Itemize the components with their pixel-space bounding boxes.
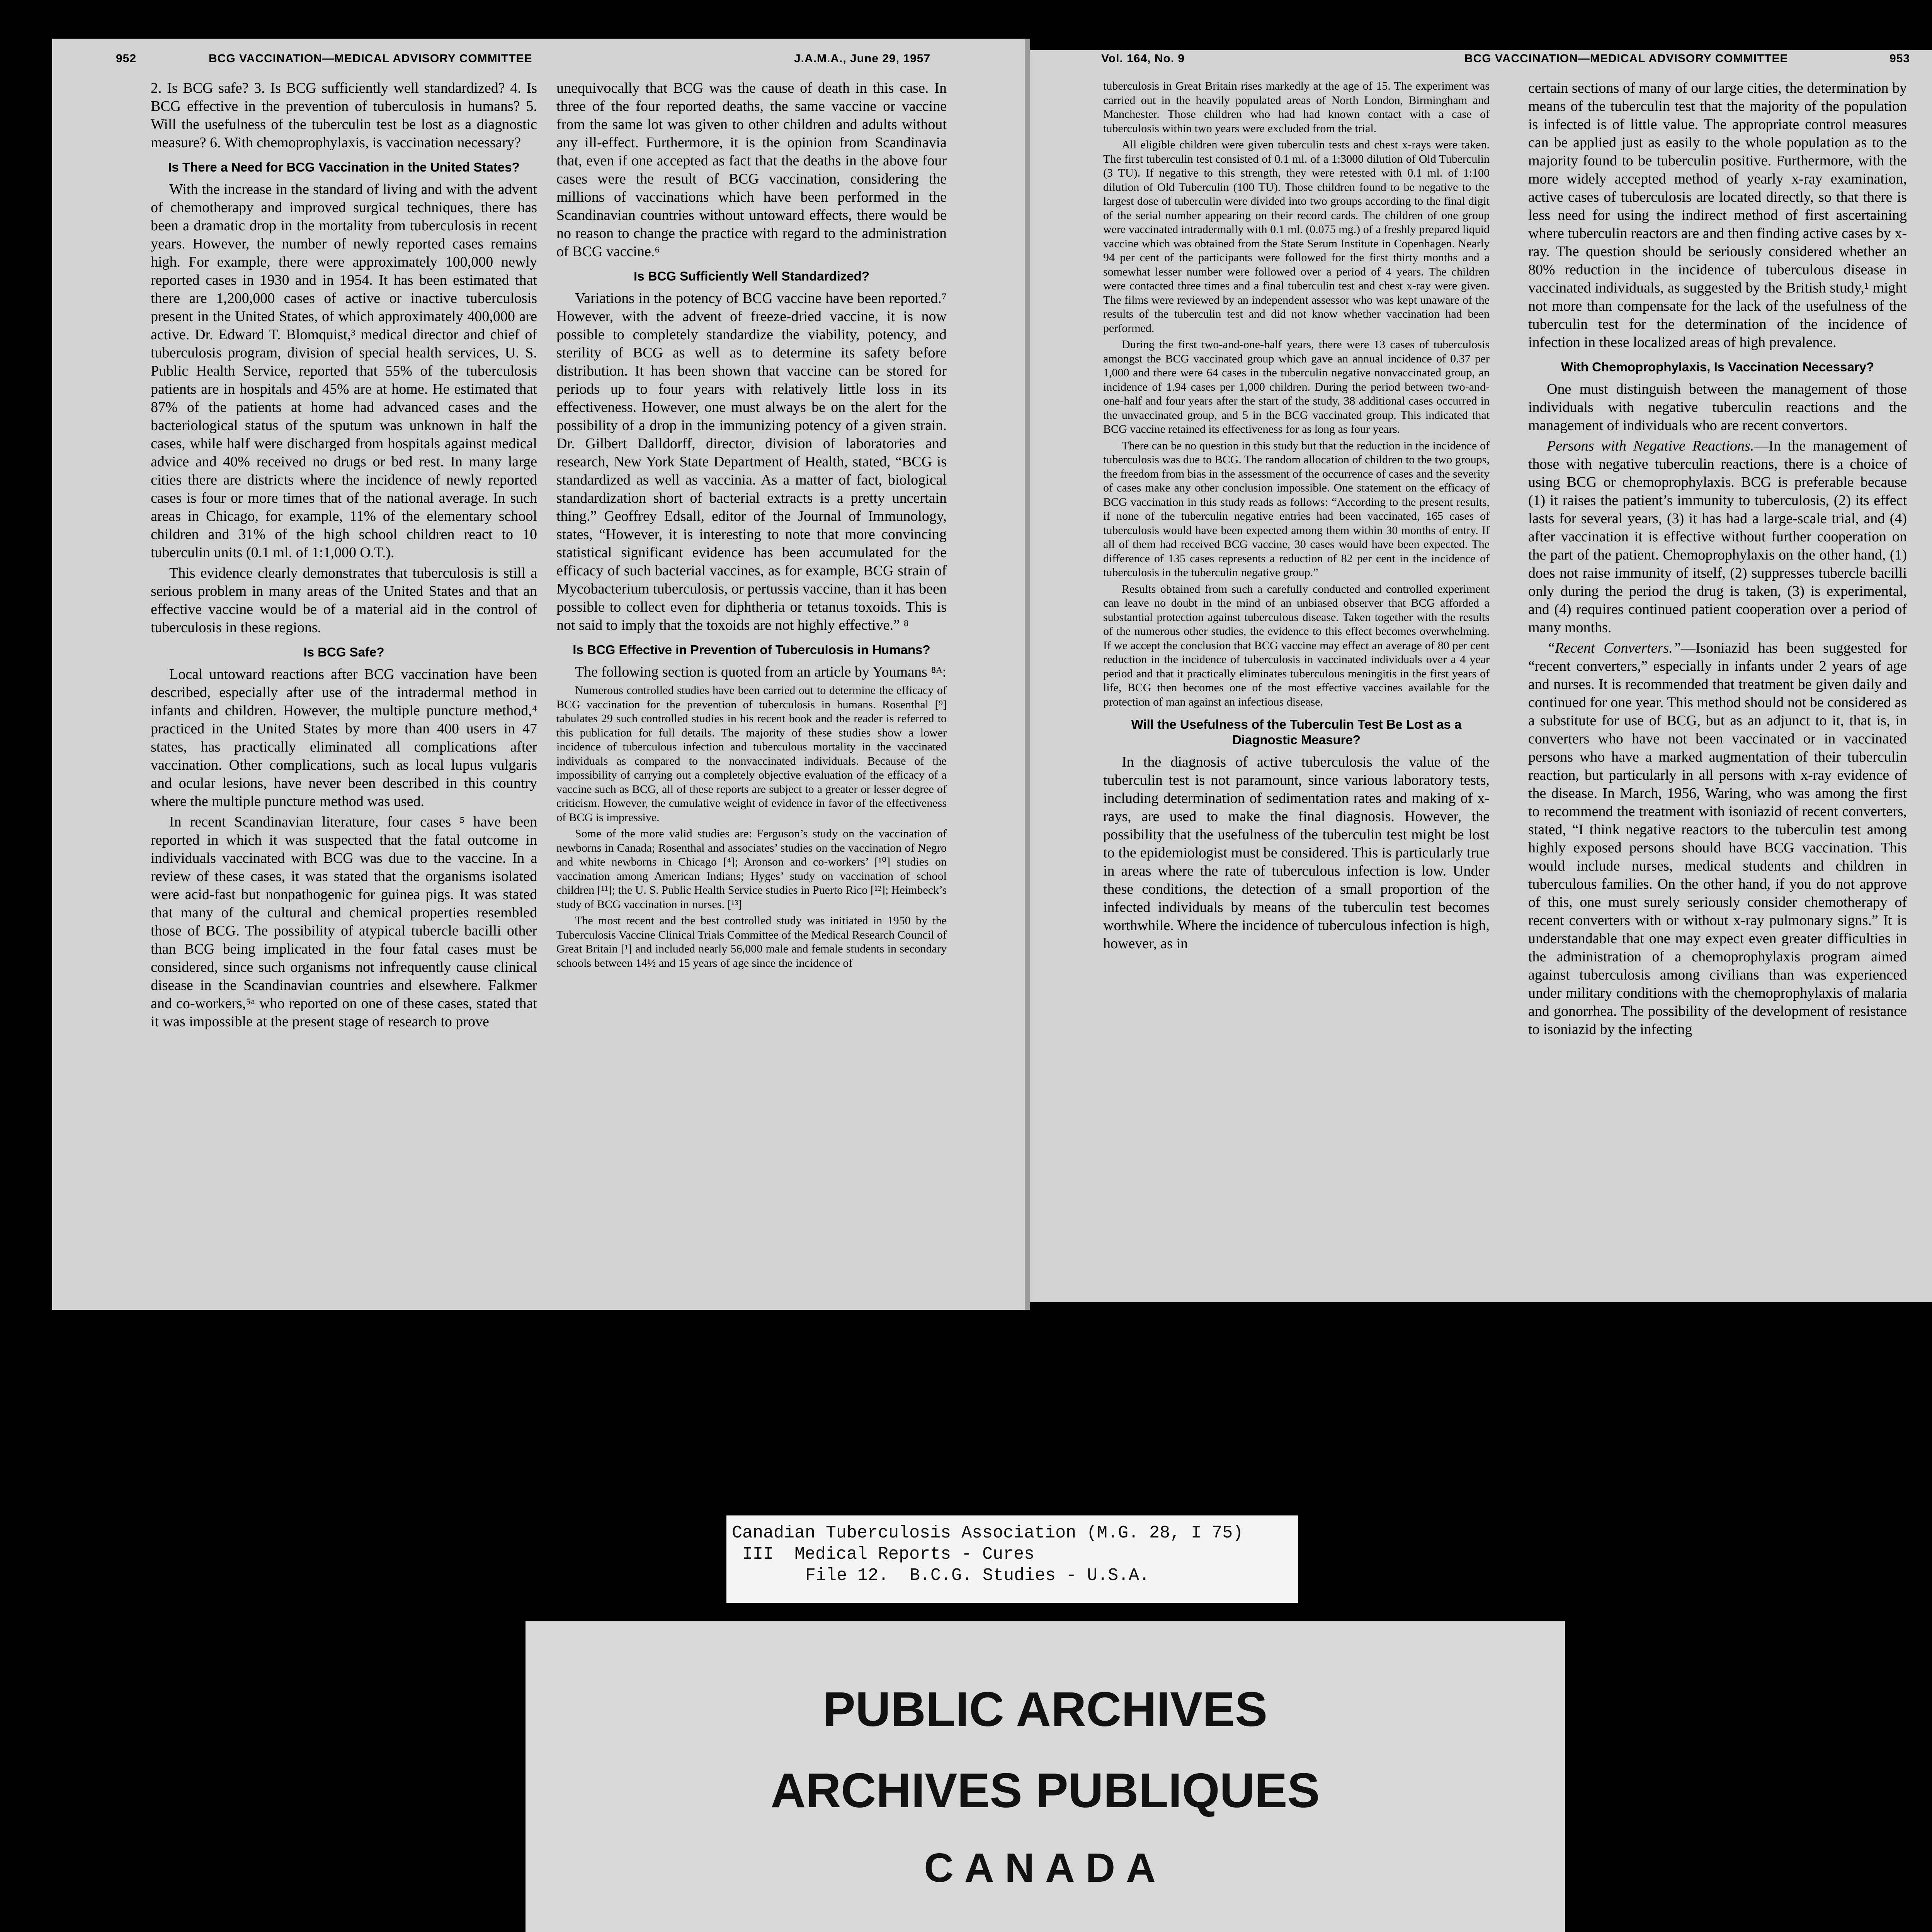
public-archives-stamp xyxy=(526,1621,1565,1932)
stamp-line-3: CANADA xyxy=(924,1845,1167,1891)
quote-paragraph: All eligible children were given tuberculin tests and chest x-rays were taken. The first tuberculin test consisted of 0.1 ml. of a 1:3000 dilution of Old Tuberculin (3 TU). If negative to this strength, they were retested with 0.1 ml. of 1:100 dilution of Old Tuberculin (100 TU). Those children found to be negative to the largest dose of tuberculin were divided into two groups according to the final digit of the serial number appearing on their record cards. The children of one group were vaccinated intradermally with 0.1 ml. (0.075 mg.) of a freshly prepared liquid vaccine which was obtained from the State Serum Institute in Copenhagen. Nearly 94 per cent of the participants were followed for the first thirty months and a somewhat lesser number were followed over a period of 4 years. The children were contacted three times and a final tuberculin test and chest x-ray were given. The films were reviewed by an independent assessor who was kept unaware of the results of the tuberculin test and did not know whether vaccination had been performed. xyxy=(1103,138,1490,335)
heading-need-for-bcg: Is There a Need for BCG Vaccination in the United States? xyxy=(168,160,520,174)
label-line-2: III Medical Reports - Cures xyxy=(742,1544,1035,1564)
archive-file-label xyxy=(726,1515,1298,1603)
left-running-title: BCG VACCINATION—MEDICAL ADVISORY COMMITTEE xyxy=(209,52,532,65)
paragraph: This evidence clearly demonstrates that tuberculosis is still a serious problem in many areas of the United States and that an effective vaccine would be of a material aid in the control of tuberculosis in these regions. xyxy=(151,565,537,636)
page-gutter xyxy=(1025,39,1030,1310)
paragraph: Local untoward reactions after BCG vaccination have been described, especially after use of the intradermal method in infants and children. However, the multiple puncture method,⁴ practiced in the United States by more than 400 users in 47 states, has practically eliminated all complications after vaccination. Other complications, such as local lupus vulgaris and ocular lesions, have never been described in this country where the multiple puncture method was used. xyxy=(151,666,537,810)
right-volume: Vol. 164, No. 9 xyxy=(1101,52,1185,65)
quote-paragraph: There can be no question in this study but that the reduction in the incidence of tuberculosis was due to BCG. The random allocation of children to the two groups, the freedom from bias in the assessment of the occurrence of cases and the severity of cases make any other conclusion impossible. One statement on the efficacy of BCG vaccination in this study reads as follows: “According to the present results, if none of the tuberculin negative entries had been vaccinated, 165 cases of tuberculosis would have been expected among them within 30 months of entry. If all of them had received BCG vaccine, 30 cases would have been expected. The difference of 135 cases represents a reduction of 82 per cent in the incidence of tuberculosis in the tuberculin negative group.” xyxy=(1103,439,1490,579)
paragraph-recent-converters: “Recent Converters.”—Isoniazid has been suggested for “recent converters,” especially in infants under 2 years of age and nurses. It is recommended that treatment be given daily and continued for one year. This method should not be considered as a substitute for use of BCG, but as an adjunct to it, that is, in converters who have not been vaccinated or in vaccinated persons who have a marked augmentation of their tuberculin reaction, but particularly in all persons with x-ray evidence of the disease. In March, 1956, Waring, who was among the first to recommend the treatment with isoniazid of recent converters, stated, “I think negative reactors to the tuberculin test among highly exposed persons should have BCG vaccination. This would include nurses, medical students and children in tuberculous families. On the other hand, if you do not approve of this, one must surely seriously consider chemotherapy of recent converters with or without x-ray pulmonary signs.” It is understandable that one may expect even greater difficulties in the administration of a chemoprophylaxis program aimed against tuberculosis among civilians than was experienced under military conditions with the chemoprophylaxis of malaria and gonorrhea. The possibility of the development of resistance to isoniazid by the infecting xyxy=(1528,640,1907,1037)
paragraph: In the diagnosis of active tuberculosis the value of the tuberculin test is not paramount, since various laboratory tests, including determination of sedimentation rates and making of x-rays, are used to make the final diagnosis. However, the possibility that the usefulness of the tuberculin test might be lost to the epidemiologist must be considered. This is particularly true in areas where the rate of tuberculous infection is low. Under these conditions, the detection of a small proportion of the infected individuals by means of the tuberculin test becomes worthwhile. Where the incidence of tuberculous infection is high, however, as in xyxy=(1103,754,1490,952)
left-column-2 xyxy=(556,79,947,1265)
paragraph: With the increase in the standard of living and with the advent of chemotherapy and improved surgical techniques, there has been a dramatic drop in the mortality from tuberculosis in recent years. However, the number of newly reported cases remains high. For example, there were approximately 100,000 newly reported cases in 1930 and in 1954. It has been estimated that there are 1,200,000 cases of active or inactive tuberculosis present in the United States, of which approximately 400,000 are active. Dr. Edward T. Blomquist,³ medical director and chief of tuberculosis program, division of special health services, U. S. Public Health Service, reported that 55% of the tuberculosis patients are in hospitals and 45% are at home. He estimated that 87% of the patients at home had advanced cases and the bacteriological status of the sputum was unknown in half the cases, while half were discharged from hospitals against medical advice and 40% received no drugs or bed rest. In many large cities there are districts where the incidence of newly reported cases is four or more times that of the national average. In such areas in Chicago, for example, 11% of the elementary school children and 31% of the high school children react to 10 tuberculin units (0.1 ml. of 1:1,000 O.T.). xyxy=(151,181,537,561)
heading-effective: Is BCG Effective in Prevention of Tuberculosis in Humans? xyxy=(573,643,930,657)
stamp-line-2: ARCHIVES PUBLIQUES xyxy=(770,1763,1320,1818)
paragraph: Variations in the potency of BCG vaccine have been reported.⁷ However, with the advent of freeze-dried vaccine, it is now possible to completely standardize the viability, potency, and sterility of BCG as well as to determine its safety before distribution. It has been shown that vaccine can be stored for periods up to four years with relatively little loss in its effectiveness. However, one must always be on the alert for the possibility of a drop in the immunizing potency of a given strain. Dr. Gilbert Dalldorff, director, division of laboratories and research, New York State Department of Health, stated, “BCG is standardized as well as vaccinia. As a matter of fact, biological standardization short of bacterial extracts is a pretty uncertain thing.” Geoffrey Edsall, editor of the Journal of Immunology, states, “However, it is interesting to note that more convincing statistical significant evidence has been accumulated for the efficacy of such bacterial vaccines, as for example, BCG strain of Mycobacterium tuberculosis, or pertussis vaccine, than it has been possible to collect even for diphtheria or tetanus toxoids. This is not said to imply that the toxoids are not highly effective.” ⁸ xyxy=(556,290,947,633)
left-journal-date: J.A.M.A., June 29, 1957 xyxy=(794,52,931,65)
quote-paragraph: tuberculosis in Great Britain rises markedly at the age of 15. The experiment was carried out in the heavily populated areas of North London, Birmingham and Manchester. Those children who had had known contact with a case of tuberculosis within two years were excluded from the trial. xyxy=(1103,80,1490,135)
heading-tuberculin-test: Will the Usefulness of the Tuberculin Test Be Lost as a Diagnostic Measure? xyxy=(1131,717,1462,747)
heading-bcg-safe: Is BCG Safe? xyxy=(303,645,384,659)
quote-paragraph: The most recent and the best controlled study was initiated in 1950 by the Tuberculosis Vaccine Clinical Trials Committee of the Medical Research Council of Great Britain [¹] and included nearly 56,000 male and female students in secondary schools between 14½ and 15 years of age since the incidence of xyxy=(556,914,947,969)
paragraph: unequivocally that BCG was the cause of death in this case. In three of the four reported deaths, the same vaccine or vaccine from the same lot was given to other children and adults without any ill-effect. Furthermore, it is the opinion from Scandinavia that, even if one accepted as fact that the deaths in the above four cases were the result of BCG vaccination, considering the millions of vaccinations which have been performed in the Scandinavian countries without untoward effects, there would be no reason to change the practice with regard to the administration of BCG vaccine.⁶ xyxy=(556,80,947,260)
right-column-1 xyxy=(1103,79,1490,1265)
left-page-number: 952 xyxy=(116,52,137,65)
right-page-number: 953 xyxy=(1889,52,1910,65)
quote-paragraph: Results obtained from such a carefully conducted and controlled experiment can leave no doubt in the mind of an unbiased observer that BCG afforded a substantial protection against tuberculous disease. Taken together with the results of the numerous other studies, the evidence to this effect becomes overwhelming. If we accept the conclusion that BCG vaccine may effect an average of 80 per cent reduction in the incidence of tuberculosis in vaccinated individuals over a 4 year period and that it practically eliminates tuberculous meningitis in the first years of life, BCG then becomes one of the most effective vaccines available for the protection of man against an infectious disease. xyxy=(1103,582,1490,708)
right-column-2 xyxy=(1528,79,1907,1265)
right-running-title: BCG VACCINATION—MEDICAL ADVISORY COMMITTEE xyxy=(1464,52,1788,65)
paragraph: One must distinguish between the management of those individuals with negative tuberculin reactions and the management of individuals who are recent convertors. xyxy=(1528,381,1907,434)
label-line-3: File 12. B.C.G. Studies - U.S.A. xyxy=(805,1566,1150,1585)
label-line-1: Canadian Tuberculosis Association (M.G. 28, I 75) xyxy=(732,1523,1243,1543)
heading-chemoprophylaxis: With Chemoprophylaxis, Is Vaccination Necessary? xyxy=(1561,360,1874,374)
subhead-recent-converters: “Recent Converters.” xyxy=(1547,640,1681,656)
paragraph: In recent Scandinavian literature, four cases ⁵ have been reported in which it was suspected that the fatal outcome in individuals vaccinated with BCG was due to the vaccine. In a review of these cases, it was stated that the organisms isolated were acid-fast but nonpathogenic for guinea pigs. It was stated that many of the cultural and chemical properties resembled those of BCG. The possibility of atypical tubercle bacilli other than BCG being implicated in the four fatal cases must be considered, since such organisms not infrequently cause clinical disease in the Scandinavian countries and elsewhere. Falkmer and co-workers,⁵ᵃ who reported on one of these cases, stated that it was impossible at the present stage of research to prove xyxy=(151,814,537,1030)
left-column-1 xyxy=(151,79,537,1265)
quote-paragraph: During the first two-and-one-half years, there were 13 cases of tuberculosis amongst the BCG vaccinated group which gave an annual incidence of 0.37 per 1,000 and there were 64 cases in the tuberculin negative nonvaccinated group, an incidence of 1.94 cases per 1,000 children. During the period between two-and-one-half and four years after the start of the study, 38 additional cases occurred in the unvaccinated group, and 5 in the BCG vaccinated group. This indicated that BCG vaccine retained its effectiveness for as long as four years. xyxy=(1103,338,1490,435)
subhead-negative-reactions: Persons with Negative Reactions. xyxy=(1547,438,1754,454)
heading-standardized: Is BCG Sufficiently Well Standardized? xyxy=(634,269,869,283)
stamp-line-1: PUBLIC ARCHIVES xyxy=(823,1682,1268,1736)
quote-paragraph: Some of the more valid studies are: Ferguson’s study on the vaccination of newborns in Canada; Rosenthal and associates’ studies on the vaccination of Negro and white newborns in Chicago [⁴]; Aronson and co-workers’ [¹⁰] studies on vaccination among American Indians; Hyges’ study on vaccination of school children [¹¹]; the U. S. Public Health Service studies in Puerto Rico [¹²]; Heimbeck’s study of BCG vaccination in nurses. [¹³] xyxy=(556,827,947,911)
paragraph: certain sections of many of our large cities, the determination by means of the tuberculin test that the majority of the population is infected is of little value. The appropriate control measures can be applied just as easily to the whole population as to the majority found to be tuberculin positive. Furthermore, with the more widely accepted method of yearly x-ray examination, active cases of tuberculosis are located directly, so that there is less need for using the indirect method of first ascertaining where tuberculin reactors are and then finding active cases by x-ray. The question should be seriously considered whether an 80% reduction in the incidence of tuberculous disease in vaccinated individuals, as suggested by the British study,¹ might not more than compensate for the lack of the usefulness of the tuberculin test for the determination of the incidence of infection in these localized areas of high prevalence. xyxy=(1528,80,1907,350)
paragraph: The following section is quoted from an article by Youmans ⁸ᴬ: xyxy=(575,664,947,680)
intro-questions: 2. Is BCG safe? 3. Is BCG sufficiently well standardized? 4. Is BCG effective in the prevention of tuberculosis in humans? 5. Will the usefulness of the tuberculin test be lost as a diagnostic measure? 6. With chemoprophylaxis, is vaccination necessary? xyxy=(151,80,537,151)
quote-paragraph: Numerous controlled studies have been carried out to determine the efficacy of BCG vaccination for the prevention of tuberculosis in humans. Rosenthal [⁹] tabulates 29 such controlled studies in his recent book and the reader is referred to this publication for full details. The majority of these studies show a lower incidence of tuberculous infection and tuberculous mortality in the vaccinated individuals as compared to the nonvaccinated individuals. Because of the impossibility of carrying out a completely objective evaluation of the efficacy of a vaccine such as BCG, all of these reports are subject to a greater or lesser degree of criticism. However, the cumulative weight of evidence in favor of the effectiveness of BCG is impressive. xyxy=(556,684,947,824)
paragraph-negative-reactions: Persons with Negative Reactions.—In the management of those with negative tuberculin reactions, there is a choice of using BCG or chemoprophylaxis. BCG is preferable because (1) it raises the patient’s immunity to tuberculosis, (2) its effect lasts for several years, (3) it has had a large-scale trial, and (4) after vaccination it is effective without further cooperation on the part of the patient. Chemoprophylaxis on the other hand, (1) does not raise immunity of itself, (2) suppresses tubercle bacilli only during the period the drug is taken, (3) is experimental, and (4) requires continued patient cooperation over a period of many months. xyxy=(1528,438,1907,636)
